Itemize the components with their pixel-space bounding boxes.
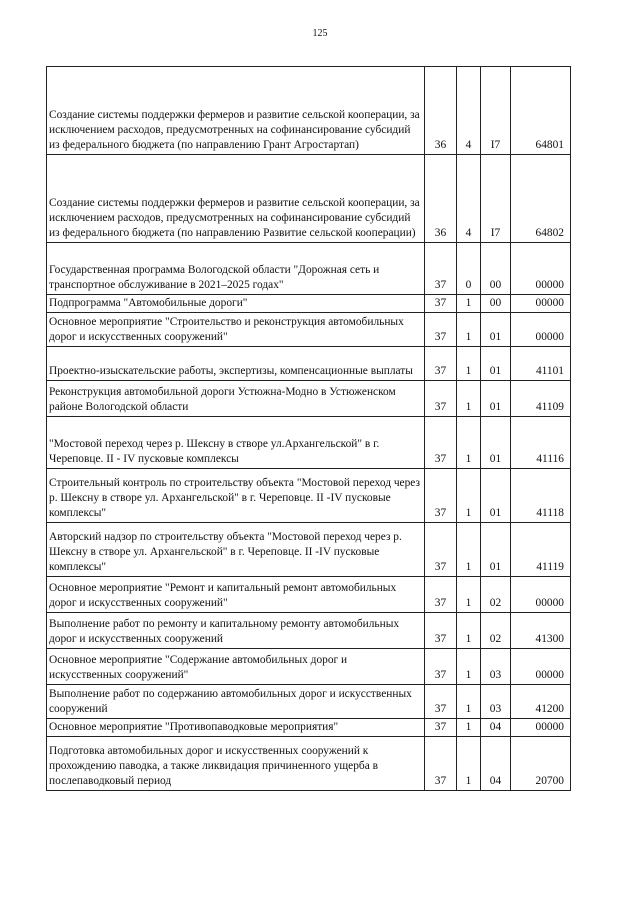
- row-name: Проектно-изыскательские работы, экспертизы, компенсационные выплаты: [47, 347, 425, 381]
- row-code-event: 01: [481, 313, 511, 347]
- row-code-program: 37: [425, 577, 457, 613]
- row-name: Подготовка автомобильных дорог и искусственных сооружений к прохождению паводка, а также ликвидация причиненного ущерба в послепаводковый период: [47, 737, 425, 791]
- row-name: Основное мероприятие "Ремонт и капитальный ремонт автомобильных дорог и искусственных сооружений": [47, 577, 425, 613]
- row-name: Государственная программа Вологодской области "Дорожная сеть и транспортное обслуживание в 2021–2025 годах": [47, 243, 425, 295]
- row-code-program: 37: [425, 417, 457, 469]
- row-code-event: 04: [481, 737, 511, 791]
- table-row: [47, 295, 571, 313]
- row-code-subprogram: 1: [457, 381, 481, 417]
- row-code-direction: 41116: [511, 417, 571, 469]
- table-row: [47, 313, 571, 347]
- row-code-subprogram: 1: [457, 719, 481, 737]
- table-row: [47, 469, 571, 523]
- row-code-direction: 00000: [511, 719, 571, 737]
- table-row: [47, 685, 571, 719]
- row-code-event: 01: [481, 469, 511, 523]
- row-name: Создание системы поддержки фермеров и развитие сельской кооперации, за исключением расходов, предусмотренных на софинансирование субсидий из федерального бюджета (по направлению Развитие сельской кооперации): [47, 155, 425, 243]
- row-code-direction: 00000: [511, 243, 571, 295]
- row-code-event: 00: [481, 295, 511, 313]
- table-row: [47, 67, 571, 155]
- row-code-subprogram: 1: [457, 295, 481, 313]
- row-code-subprogram: 4: [457, 67, 481, 155]
- budget-classification-table: [46, 66, 571, 791]
- row-code-direction: 41200: [511, 685, 571, 719]
- row-code-program: 37: [425, 243, 457, 295]
- table-row: [47, 381, 571, 417]
- row-code-program: 37: [425, 719, 457, 737]
- row-code-direction: 41300: [511, 613, 571, 649]
- row-code-event: 03: [481, 649, 511, 685]
- row-code-program: 37: [425, 469, 457, 523]
- row-code-program: 36: [425, 155, 457, 243]
- row-code-event: 01: [481, 523, 511, 577]
- row-code-subprogram: 1: [457, 685, 481, 719]
- row-name: Основное мероприятие "Содержание автомобильных дорог и искусственных сооружений": [47, 649, 425, 685]
- table-row: [47, 613, 571, 649]
- row-code-program: 37: [425, 523, 457, 577]
- row-name: Подпрограмма "Автомобильные дороги": [47, 295, 425, 313]
- row-code-program: 37: [425, 295, 457, 313]
- row-name: "Мостовой переход через р. Шексну в створе ул.Архангельской" в г. Череповце. II - IV пусковые комплексы: [47, 417, 425, 469]
- table-row: [47, 719, 571, 737]
- row-name: Основное мероприятие "Строительство и реконструкция автомобильных дорог и искусственных сооружений": [47, 313, 425, 347]
- row-name: Создание системы поддержки фермеров и развитие сельской кооперации, за исключением расходов, предусмотренных на софинансирование субсидий из федерального бюджета (по направлению Грант Агростартап): [47, 67, 425, 155]
- row-code-direction: 41119: [511, 523, 571, 577]
- table-row: [47, 155, 571, 243]
- row-code-program: 37: [425, 313, 457, 347]
- row-code-program: 37: [425, 685, 457, 719]
- page-number: 125: [312, 28, 328, 39]
- row-code-subprogram: 4: [457, 155, 481, 243]
- row-code-event: 02: [481, 613, 511, 649]
- row-code-event: 01: [481, 417, 511, 469]
- row-code-subprogram: 1: [457, 649, 481, 685]
- row-name: Выполнение работ по ремонту и капитальному ремонту автомобильных дорог и искусственных сооружений: [47, 613, 425, 649]
- row-code-subprogram: 1: [457, 469, 481, 523]
- row-code-direction: 64802: [511, 155, 571, 243]
- row-code-subprogram: 1: [457, 613, 481, 649]
- row-code-direction: 41109: [511, 381, 571, 417]
- table-row: [47, 577, 571, 613]
- row-code-program: 37: [425, 347, 457, 381]
- row-code-subprogram: 1: [457, 417, 481, 469]
- row-code-event: 02: [481, 577, 511, 613]
- row-code-direction: 00000: [511, 577, 571, 613]
- row-code-program: 37: [425, 613, 457, 649]
- row-code-direction: 00000: [511, 649, 571, 685]
- row-code-event: 01: [481, 381, 511, 417]
- row-code-direction: 64801: [511, 67, 571, 155]
- table-row: [47, 243, 571, 295]
- row-code-program: 36: [425, 67, 457, 155]
- table-row: [47, 417, 571, 469]
- row-code-direction: 41101: [511, 347, 571, 381]
- table-row: [47, 737, 571, 791]
- row-name: Выполнение работ по содержанию автомобильных дорог и искусственных сооружений: [47, 685, 425, 719]
- row-code-direction: 00000: [511, 313, 571, 347]
- row-name: Строительный контроль по строительству объекта "Мостовой переход через р. Шексну в створе ул. Архангельской" в г. Череповце. II -IV пусковые комплексы": [47, 469, 425, 523]
- row-code-subprogram: 1: [457, 347, 481, 381]
- row-code-direction: 20700: [511, 737, 571, 791]
- table-row: [47, 649, 571, 685]
- row-code-program: 37: [425, 737, 457, 791]
- row-code-subprogram: 1: [457, 313, 481, 347]
- row-code-direction: 41118: [511, 469, 571, 523]
- row-name: Реконструкция автомобильной дороги Устюжна-Модно в Устюженском районе Вологодской области: [47, 381, 425, 417]
- row-code-program: 37: [425, 649, 457, 685]
- row-code-event: 00: [481, 243, 511, 295]
- row-code-subprogram: 1: [457, 737, 481, 791]
- table-row: [47, 347, 571, 381]
- row-name: Авторский надзор по строительству объекта "Мостовой переход через р. Шексну в створе ул. Архангельской" в г. Череповце. II -IV пусковые комплексы": [47, 523, 425, 577]
- row-code-event: 01: [481, 347, 511, 381]
- row-code-subprogram: 0: [457, 243, 481, 295]
- row-code-program: 37: [425, 381, 457, 417]
- table-row: [47, 523, 571, 577]
- row-code-event: I7: [481, 67, 511, 155]
- row-code-direction: 00000: [511, 295, 571, 313]
- row-name: Основное мероприятие "Противопаводковые мероприятия": [47, 719, 425, 737]
- row-code-subprogram: 1: [457, 523, 481, 577]
- row-code-event: 03: [481, 685, 511, 719]
- row-code-subprogram: 1: [457, 577, 481, 613]
- row-code-event: I7: [481, 155, 511, 243]
- row-code-event: 04: [481, 719, 511, 737]
